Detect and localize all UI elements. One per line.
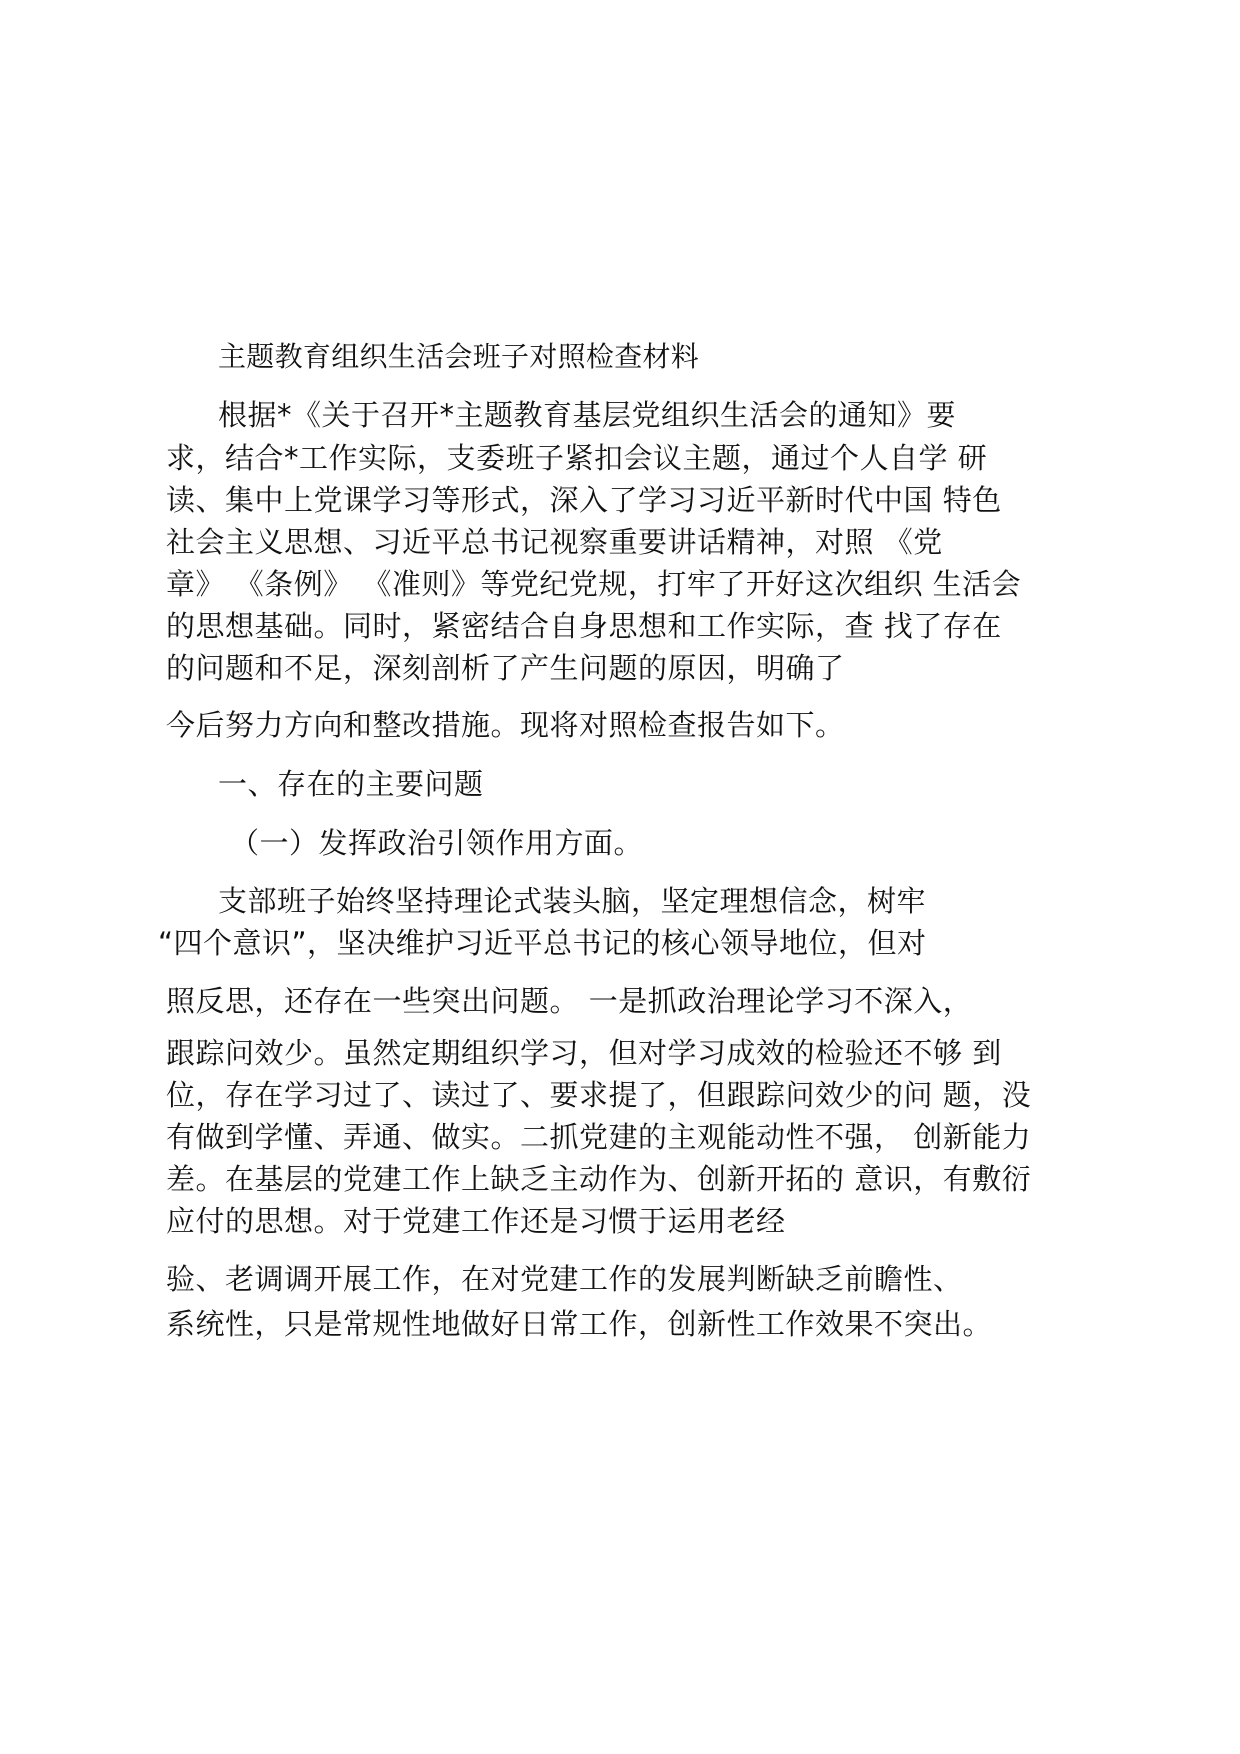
body-line: 支部班子始终坚持理论式装头脑，坚定理想信念，树牢 bbox=[218, 884, 927, 918]
body-line: 有做到学懂、弄通、做实。二抓党建的主观能动性不强， 创新能力 bbox=[166, 1120, 1032, 1154]
intro-line: 的思想基础。同时，紧密结合自身思想和工作实际，查 找了存在 bbox=[166, 609, 1002, 643]
section-heading: 一、存在的主要问题 bbox=[218, 767, 484, 801]
body-line: 系统性，只是常规性地做好日常工作，创新性工作效果不突出。 bbox=[166, 1307, 993, 1341]
body-line: 跟踪问效少。虽然定期组织学习，但对学习成效的检验还不够 到 bbox=[166, 1036, 1002, 1070]
body-line: 验、老调调开展工作，在对党建工作的发展判断缺乏前瞻性、 bbox=[166, 1262, 963, 1296]
body-line: 照反思，还存在一些突出问题。 一是抓政治理论学习不深入， bbox=[166, 984, 973, 1018]
document-title: 主题教育组织生活会班子对照检查材料 bbox=[218, 340, 700, 373]
intro-line: 社会主义思想、习近平总书记视察重要讲话精神，对照 《党 bbox=[166, 525, 943, 559]
intro-line: 章》 《条例》 《准则》等党纪党规，打牢了开好这次组织 生活会 bbox=[166, 567, 1022, 601]
intro-line: 求，结合*工作实际，支委班子紧扣会议主题，通过个人自学 研 bbox=[166, 441, 988, 475]
intro-line: 今后努力方向和整改措施。现将对照检查报告如下。 bbox=[166, 708, 845, 742]
intro-line: 读、集中上党课学习等形式，深入了学习习近平新时代中国 特色 bbox=[166, 483, 1002, 517]
body-line: 位，存在学习过了、读过了、要求提了，但跟踪问效少的问 题，没 bbox=[166, 1078, 1032, 1112]
intro-line: 的问题和不足，深刻剖析了产生问题的原因，明确了 bbox=[166, 651, 845, 685]
body-line: 差。在基层的党建工作上缺乏主动作为、创新开拓的 意识，有敷衍 bbox=[166, 1162, 1032, 1196]
intro-line: 根据*《关于召开*主题教育基层党组织生活会的通知》要 bbox=[218, 398, 957, 432]
body-line: 应付的思想。对于党建工作还是习惯于运用老经 bbox=[166, 1204, 786, 1238]
subsection-heading: （一）发挥政治引领作用方面。 bbox=[230, 826, 644, 860]
body-line: “四个意识”，坚决维护习近平总书记的核心领导地位，但对 bbox=[158, 926, 927, 960]
